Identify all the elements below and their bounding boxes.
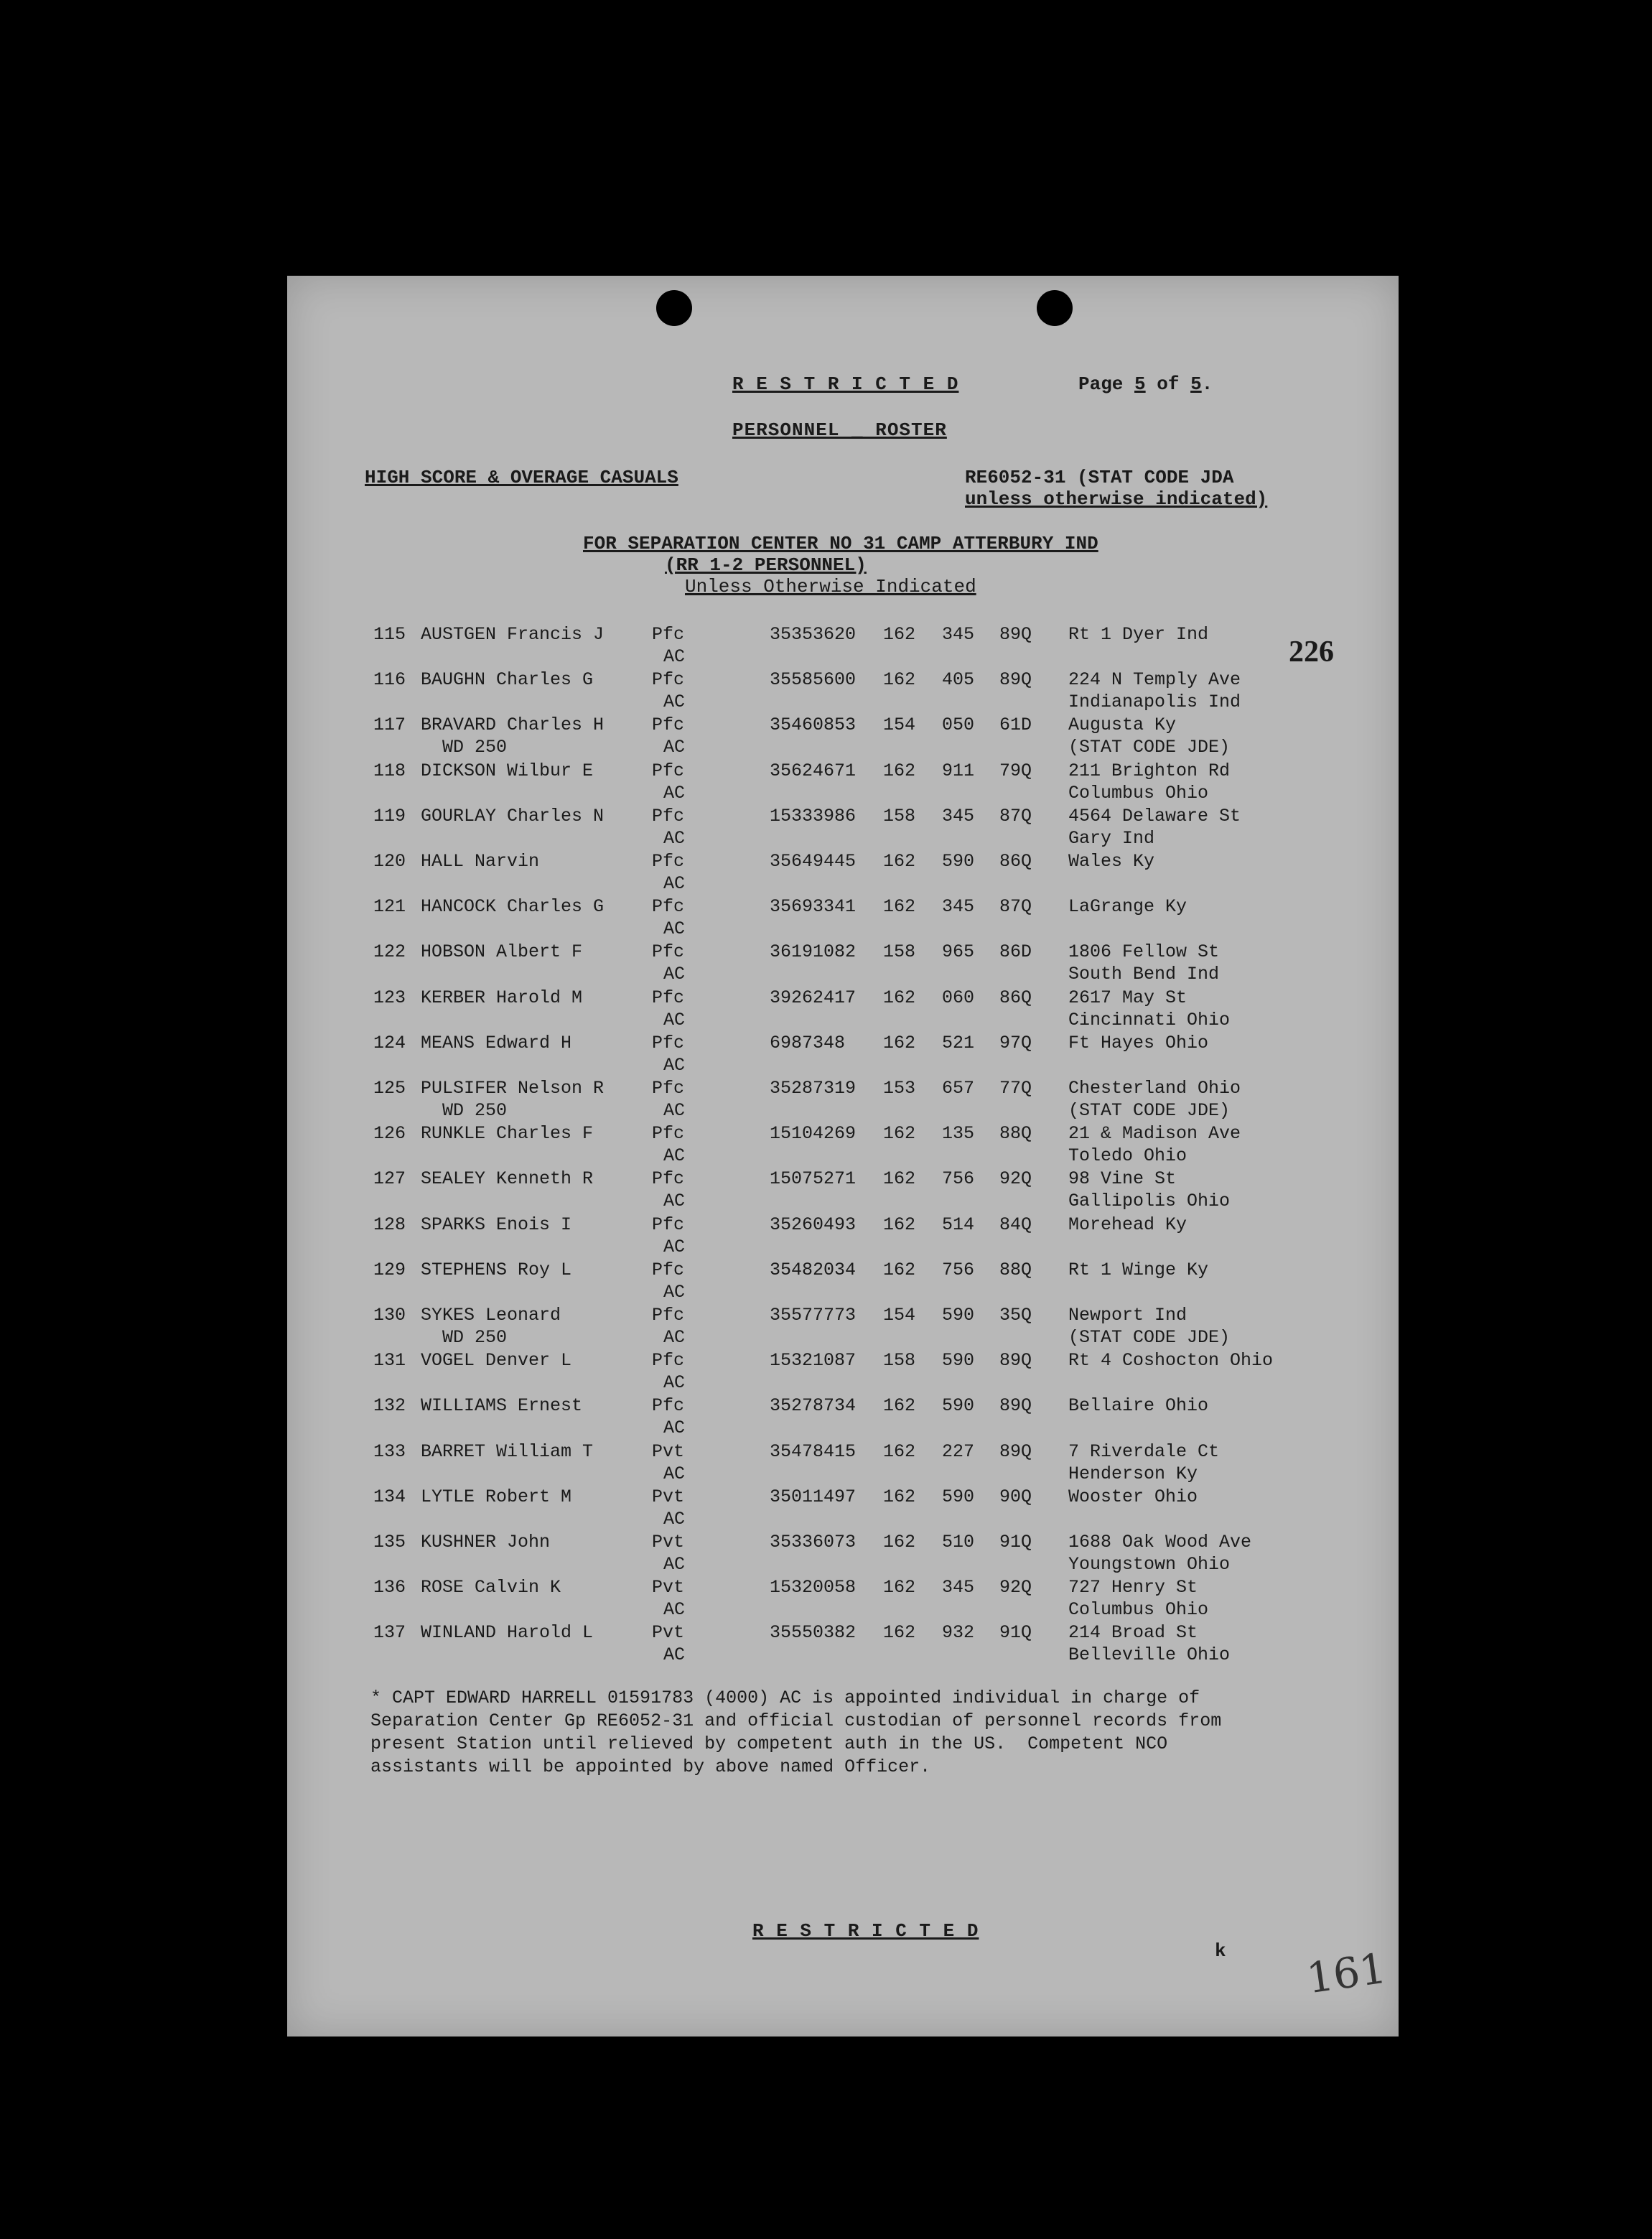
table-row <box>287 1621 1399 1667</box>
roster-addr1: Chesterland Ohio <box>1068 1078 1241 1099</box>
roster-num: 121 <box>373 896 406 918</box>
roster-c2: 345 <box>942 624 975 645</box>
stat-code-line2: unless otherwise indicated) <box>965 488 1268 510</box>
roster-num: 118 <box>373 760 406 781</box>
roster-name: KUSHNER John <box>421 1532 551 1553</box>
roster-addr1: 98 Vine St <box>1068 1168 1177 1190</box>
table-row <box>287 669 1399 714</box>
roster-addr1: 2617 May St <box>1068 987 1187 1008</box>
table-row <box>287 941 1399 987</box>
page-label: Page <box>1078 373 1124 395</box>
roster-addr2: Indianapolis Ind <box>1068 692 1241 713</box>
roster-c3: 87Q <box>999 896 1032 918</box>
roster-serial: 35287319 <box>770 1078 857 1099</box>
roster-addr2: (STAT CODE JDE) <box>1068 1100 1231 1121</box>
roster-addr1: 224 N Temply Ave <box>1068 669 1241 691</box>
table-row <box>287 1349 1399 1395</box>
roster-branch: AC <box>663 1463 686 1484</box>
roster-c3: 91Q <box>999 1622 1032 1644</box>
roster-name: BARRET William T <box>421 1440 594 1462</box>
roster-name: WILLIAMS Ernest <box>421 1395 583 1417</box>
roster-addr2: (STAT CODE JDE) <box>1068 1327 1231 1348</box>
roster-addr1: 7 Riverdale Ct <box>1068 1440 1220 1462</box>
roster-c2: 590 <box>942 1395 975 1417</box>
roster-title: PERSONNEL _ ROSTER <box>732 419 947 441</box>
roster-num: 122 <box>373 941 406 963</box>
page-total: 5 <box>1190 373 1202 395</box>
roster-c2: 227 <box>942 1440 975 1462</box>
stat-code-line1: RE6052-31 (STAT CODE JDA <box>965 467 1234 488</box>
roster-serial: 35011497 <box>770 1486 857 1507</box>
roster-name: HOBSON Albert F <box>421 941 583 963</box>
roster-addr1: Augusta Ky <box>1068 714 1177 736</box>
roster-addr1: 1806 Fellow St <box>1068 941 1220 963</box>
table-row <box>287 623 1399 669</box>
roster-c2: 756 <box>942 1168 975 1190</box>
roster-num: 117 <box>373 714 406 736</box>
table-row <box>287 1576 1399 1622</box>
roster-c3: 86Q <box>999 851 1032 872</box>
roster-name: BAUGHN Charles G <box>421 669 594 691</box>
table-row <box>287 1077 1399 1123</box>
roster-addr2: Henderson Ky <box>1068 1463 1198 1484</box>
roster-c2: 590 <box>942 1350 975 1372</box>
roster-serial: 36191082 <box>770 941 857 963</box>
roster-branch: AC <box>663 1009 686 1030</box>
roster-c1: 162 <box>883 1532 916 1553</box>
roster-c2: 965 <box>942 941 975 963</box>
footnote-line1: * CAPT EDWARD HARRELL 01591783 (4000) AC is appointed individual in charge of <box>370 1688 1200 1708</box>
roster-rank: Pfc <box>652 805 685 827</box>
roster-serial: 35624671 <box>770 760 857 781</box>
roster-c3: 61D <box>999 714 1032 736</box>
roster-num: 126 <box>373 1123 406 1145</box>
roster-c2: 657 <box>942 1078 975 1099</box>
roster-branch: AC <box>663 1145 686 1167</box>
roster-addr2: Columbus Ohio <box>1068 782 1209 804</box>
table-row <box>287 1531 1399 1577</box>
table-row <box>287 1259 1399 1305</box>
table-row <box>287 1440 1399 1486</box>
roster-num: 124 <box>373 1032 406 1053</box>
roster-rank: Pvt <box>652 1622 685 1644</box>
roster-c3: 77Q <box>999 1078 1032 1099</box>
roster-num: 137 <box>373 1622 406 1644</box>
roster-rank: Pfc <box>652 941 685 963</box>
roster-c2: 510 <box>942 1532 975 1553</box>
roster-c3: 87Q <box>999 805 1032 827</box>
roster-name: AUSTGEN Francis J <box>421 624 605 645</box>
table-row <box>287 760 1399 806</box>
page-of: of <box>1157 373 1180 395</box>
roster-name: PULSIFER Nelson R <box>421 1078 605 1099</box>
roster-c1: 162 <box>883 1168 916 1190</box>
roster-branch: AC <box>663 1236 686 1257</box>
roster-c2: 590 <box>942 1305 975 1326</box>
roster-addr1: LaGrange Ky <box>1068 896 1187 918</box>
roster-serial: 15104269 <box>770 1123 857 1145</box>
roster-c3: 35Q <box>999 1305 1032 1326</box>
roster-num: 123 <box>373 987 406 1008</box>
roster-serial: 35550382 <box>770 1622 857 1644</box>
roster-addr1: 214 Broad St <box>1068 1622 1198 1644</box>
roster-c2: 590 <box>942 1486 975 1507</box>
roster-c3: 79Q <box>999 760 1032 781</box>
roster-c1: 162 <box>883 987 916 1008</box>
roster-num: 134 <box>373 1486 406 1507</box>
roster-c2: 405 <box>942 669 975 691</box>
roster-name: WINLAND Harold L <box>421 1622 594 1644</box>
corner-letter: k <box>1215 1940 1226 1962</box>
roster-name: SYKES Leonard <box>421 1305 561 1326</box>
roster-branch: AC <box>663 782 686 804</box>
roster-num: 135 <box>373 1532 406 1553</box>
roster-name: DICKSON Wilbur E <box>421 760 594 781</box>
center-line1: FOR SEPARATION CENTER NO 31 CAMP ATTERBURY IND <box>583 533 1098 554</box>
roster-rank: Pfc <box>652 987 685 1008</box>
roster-branch: AC <box>663 692 686 713</box>
roster-c1: 162 <box>883 1259 916 1280</box>
roster-sub: WD 250 <box>442 1100 508 1121</box>
roster-num: 131 <box>373 1350 406 1372</box>
roster-rank: Pfc <box>652 1214 685 1235</box>
roster-addr1: 1688 Oak Wood Ave <box>1068 1532 1252 1553</box>
roster-c1: 162 <box>883 1032 916 1053</box>
roster-serial: 35577773 <box>770 1305 857 1326</box>
roster-name: LYTLE Robert M <box>421 1486 572 1507</box>
roster-c3: 92Q <box>999 1168 1032 1190</box>
roster-serial: 6987348 <box>770 1032 846 1053</box>
roster-c1: 162 <box>883 1123 916 1145</box>
roster-addr2: (STAT CODE JDE) <box>1068 737 1231 758</box>
roster-rank: Pfc <box>652 896 685 918</box>
roster-num: 127 <box>373 1168 406 1190</box>
table-row <box>287 1395 1399 1440</box>
table-row <box>287 805 1399 851</box>
roster-rank: Pvt <box>652 1532 685 1553</box>
footnote-line3: present Station until relieved by competent auth in the US. Competent NCO <box>370 1733 1168 1754</box>
roster-num: 115 <box>373 624 406 645</box>
roster-rank: Pfc <box>652 1350 685 1372</box>
roster-rank: Pfc <box>652 669 685 691</box>
footnote-line4: assistants will be appointed by above named Officer. <box>370 1756 931 1777</box>
roster-branch: AC <box>663 737 686 758</box>
roster-serial: 35478415 <box>770 1440 857 1462</box>
roster-branch: AC <box>663 1508 686 1530</box>
roster-branch: AC <box>663 827 686 849</box>
roster-addr1: Newport Ind <box>1068 1305 1187 1326</box>
roster-name: KERBER Harold M <box>421 987 583 1008</box>
roster-num: 120 <box>373 851 406 872</box>
roster-rank: Pvt <box>652 1440 685 1462</box>
roster-c1: 162 <box>883 1577 916 1598</box>
roster-addr1: 21 & Madison Ave <box>1068 1123 1241 1145</box>
roster-serial: 15321087 <box>770 1350 857 1372</box>
roster-c3: 84Q <box>999 1214 1032 1235</box>
table-row <box>287 1214 1399 1260</box>
roster-branch: AC <box>663 964 686 985</box>
roster-branch: AC <box>663 1100 686 1121</box>
roster-c1: 158 <box>883 805 916 827</box>
roster-branch: AC <box>663 1554 686 1575</box>
roster-branch: AC <box>663 918 686 940</box>
roster-num: 132 <box>373 1395 406 1417</box>
roster-addr2: Belleville Ohio <box>1068 1644 1231 1666</box>
roster-addr2: Gary Ind <box>1068 827 1155 849</box>
roster-c1: 162 <box>883 1622 916 1644</box>
roster-name: SPARKS Enois I <box>421 1214 572 1235</box>
roster-addr1: 727 Henry St <box>1068 1577 1198 1598</box>
roster-num: 119 <box>373 805 406 827</box>
roster-rank: Pfc <box>652 1123 685 1145</box>
roster-c1: 162 <box>883 1214 916 1235</box>
roster-branch: AC <box>663 1418 686 1439</box>
handwritten-number: 161 <box>1303 1943 1389 2003</box>
roster-branch: AC <box>663 646 686 667</box>
roster-c2: 521 <box>942 1032 975 1053</box>
roster-serial: 35693341 <box>770 896 857 918</box>
roster-serial: 35460853 <box>770 714 857 736</box>
roster-c3: 91Q <box>999 1532 1032 1553</box>
roster-branch: AC <box>663 1281 686 1303</box>
roster-c2: 060 <box>942 987 975 1008</box>
roster-serial: 35482034 <box>770 1259 857 1280</box>
roster-name: HANCOCK Charles G <box>421 896 605 918</box>
roster-rank: Pfc <box>652 624 685 645</box>
table-row <box>287 1304 1399 1350</box>
footnote <box>370 1687 1221 1779</box>
roster-c3: 97Q <box>999 1032 1032 1053</box>
roster-name: SEALEY Kenneth R <box>421 1168 594 1190</box>
roster-c1: 162 <box>883 1440 916 1462</box>
roster-serial: 39262417 <box>770 987 857 1008</box>
roster-c2: 756 <box>942 1259 975 1280</box>
casual-title: HIGH SCORE & OVERAGE CASUALS <box>365 467 678 488</box>
roster-c3: 88Q <box>999 1123 1032 1145</box>
table-row <box>287 1032 1399 1078</box>
restricted-heading-bottom: R E S T R I C T E D <box>752 1920 979 1942</box>
roster-addr2: South Bend Ind <box>1068 964 1220 985</box>
roster-rank: Pfc <box>652 1168 685 1190</box>
roster-branch: AC <box>663 873 686 894</box>
table-row <box>287 714 1399 760</box>
roster-addr2: Toledo Ohio <box>1068 1145 1187 1167</box>
roster-name: RUNKLE Charles F <box>421 1123 594 1145</box>
roster-c2: 911 <box>942 760 975 781</box>
roster-addr1: Wooster Ohio <box>1068 1486 1198 1507</box>
roster-branch: AC <box>663 1054 686 1076</box>
stamp-number: 226 <box>1289 636 1334 669</box>
roster-addr1: 4564 Delaware St <box>1068 805 1241 827</box>
roster-c3: 86D <box>999 941 1032 963</box>
roster-rank: Pfc <box>652 1078 685 1099</box>
roster-c1: 162 <box>883 896 916 918</box>
roster-branch: AC <box>663 1599 686 1621</box>
roster-num: 130 <box>373 1305 406 1326</box>
restricted-heading-top: R E S T R I C T E D <box>732 373 959 395</box>
table-row <box>287 1486 1399 1532</box>
roster-name: MEANS Edward H <box>421 1032 572 1053</box>
roster-rank: Pfc <box>652 1305 685 1326</box>
roster-rank: Pvt <box>652 1486 685 1507</box>
roster-c1: 154 <box>883 1305 916 1326</box>
roster-addr2: Gallipolis Ohio <box>1068 1191 1231 1212</box>
roster-c2: 590 <box>942 851 975 872</box>
roster-c2: 345 <box>942 1577 975 1598</box>
roster-name: ROSE Calvin K <box>421 1577 561 1598</box>
roster-rank: Pfc <box>652 1395 685 1417</box>
roster-sub: WD 250 <box>442 737 508 758</box>
roster-c3: 86Q <box>999 987 1032 1008</box>
roster-c1: 162 <box>883 669 916 691</box>
table-row <box>287 1122 1399 1168</box>
roster-rank: Pfc <box>652 1032 685 1053</box>
roster-num: 128 <box>373 1214 406 1235</box>
roster-c3: 90Q <box>999 1486 1032 1507</box>
roster-c1: 162 <box>883 1486 916 1507</box>
table-row <box>287 1168 1399 1214</box>
roster-name: HALL Narvin <box>421 851 540 872</box>
footnote-line2: Separation Center Gp RE6052-31 and official custodian of personnel records from <box>370 1710 1222 1731</box>
roster-addr1: Bellaire Ohio <box>1068 1395 1209 1417</box>
roster-num: 133 <box>373 1440 406 1462</box>
roster-serial: 35278734 <box>770 1395 857 1417</box>
roster-c3: 89Q <box>999 1440 1032 1462</box>
roster-rank: Pfc <box>652 851 685 872</box>
roster-addr1: Ft Hayes Ohio <box>1068 1032 1209 1053</box>
roster-serial: 35353620 <box>770 624 857 645</box>
roster-c3: 92Q <box>999 1577 1032 1598</box>
roster-c2: 932 <box>942 1622 975 1644</box>
roster-c2: 050 <box>942 714 975 736</box>
roster-name: GOURLAY Charles N <box>421 805 605 827</box>
roster-serial: 15333986 <box>770 805 857 827</box>
punch-hole-right <box>1037 290 1073 326</box>
roster-num: 125 <box>373 1078 406 1099</box>
roster-c2: 514 <box>942 1214 975 1235</box>
roster-c1: 162 <box>883 624 916 645</box>
roster-c2: 135 <box>942 1123 975 1145</box>
roster-rank: Pfc <box>652 1259 685 1280</box>
roster-branch: AC <box>663 1372 686 1394</box>
center-line2: (RR 1-2 PERSONNEL) <box>665 554 867 576</box>
roster-c1: 158 <box>883 1350 916 1372</box>
roster-c3: 89Q <box>999 1395 1032 1417</box>
page-indicator: Page 5 of 5. <box>1078 373 1213 395</box>
roster-addr2: Columbus Ohio <box>1068 1599 1209 1621</box>
roster-c1: 154 <box>883 714 916 736</box>
roster-addr2: Cincinnati Ohio <box>1068 1009 1231 1030</box>
roster-c1: 162 <box>883 1395 916 1417</box>
roster-name: VOGEL Denver L <box>421 1350 572 1372</box>
roster-addr1: Morehead Ky <box>1068 1214 1187 1235</box>
roster-num: 129 <box>373 1259 406 1280</box>
roster-c1: 162 <box>883 760 916 781</box>
roster-c1: 158 <box>883 941 916 963</box>
roster-rank: Pfc <box>652 760 685 781</box>
roster-branch: AC <box>663 1327 686 1348</box>
roster-num: 136 <box>373 1577 406 1598</box>
roster-addr1: 211 Brighton Rd <box>1068 760 1231 781</box>
roster-c2: 345 <box>942 805 975 827</box>
roster-c3: 89Q <box>999 669 1032 691</box>
table-row <box>287 987 1399 1033</box>
roster-c2: 345 <box>942 896 975 918</box>
roster-name: BRAVARD Charles H <box>421 714 605 736</box>
page-number: 5 <box>1134 373 1146 395</box>
roster-serial: 35649445 <box>770 851 857 872</box>
roster-addr1: Rt 1 Winge Ky <box>1068 1259 1209 1280</box>
roster-addr1: Rt 4 Coshocton Ohio <box>1068 1350 1274 1372</box>
roster-rank: Pfc <box>652 714 685 736</box>
roster-serial: 35260493 <box>770 1214 857 1235</box>
table-row <box>287 850 1399 896</box>
document-page <box>287 276 1399 2036</box>
roster-branch: AC <box>663 1644 686 1666</box>
table-row <box>287 895 1399 941</box>
roster-serial: 35585600 <box>770 669 857 691</box>
roster-sub: WD 250 <box>442 1327 508 1348</box>
roster-addr1: Wales Ky <box>1068 851 1155 872</box>
roster-c3: 89Q <box>999 624 1032 645</box>
roster-name: STEPHENS Roy L <box>421 1259 572 1280</box>
roster-c1: 153 <box>883 1078 916 1099</box>
roster-c1: 162 <box>883 851 916 872</box>
roster-branch: AC <box>663 1191 686 1212</box>
roster-serial: 15075271 <box>770 1168 857 1190</box>
roster-serial: 35336073 <box>770 1532 857 1553</box>
roster-num: 116 <box>373 669 406 691</box>
roster-addr2: Youngstown Ohio <box>1068 1554 1231 1575</box>
roster-c3: 89Q <box>999 1350 1032 1372</box>
roster-addr1: Rt 1 Dyer Ind <box>1068 624 1209 645</box>
roster-serial: 15320058 <box>770 1577 857 1598</box>
roster-rank: Pvt <box>652 1577 685 1598</box>
punch-hole-left <box>656 290 692 326</box>
roster-c3: 88Q <box>999 1259 1032 1280</box>
center-line3: Unless Otherwise Indicated <box>685 576 976 597</box>
